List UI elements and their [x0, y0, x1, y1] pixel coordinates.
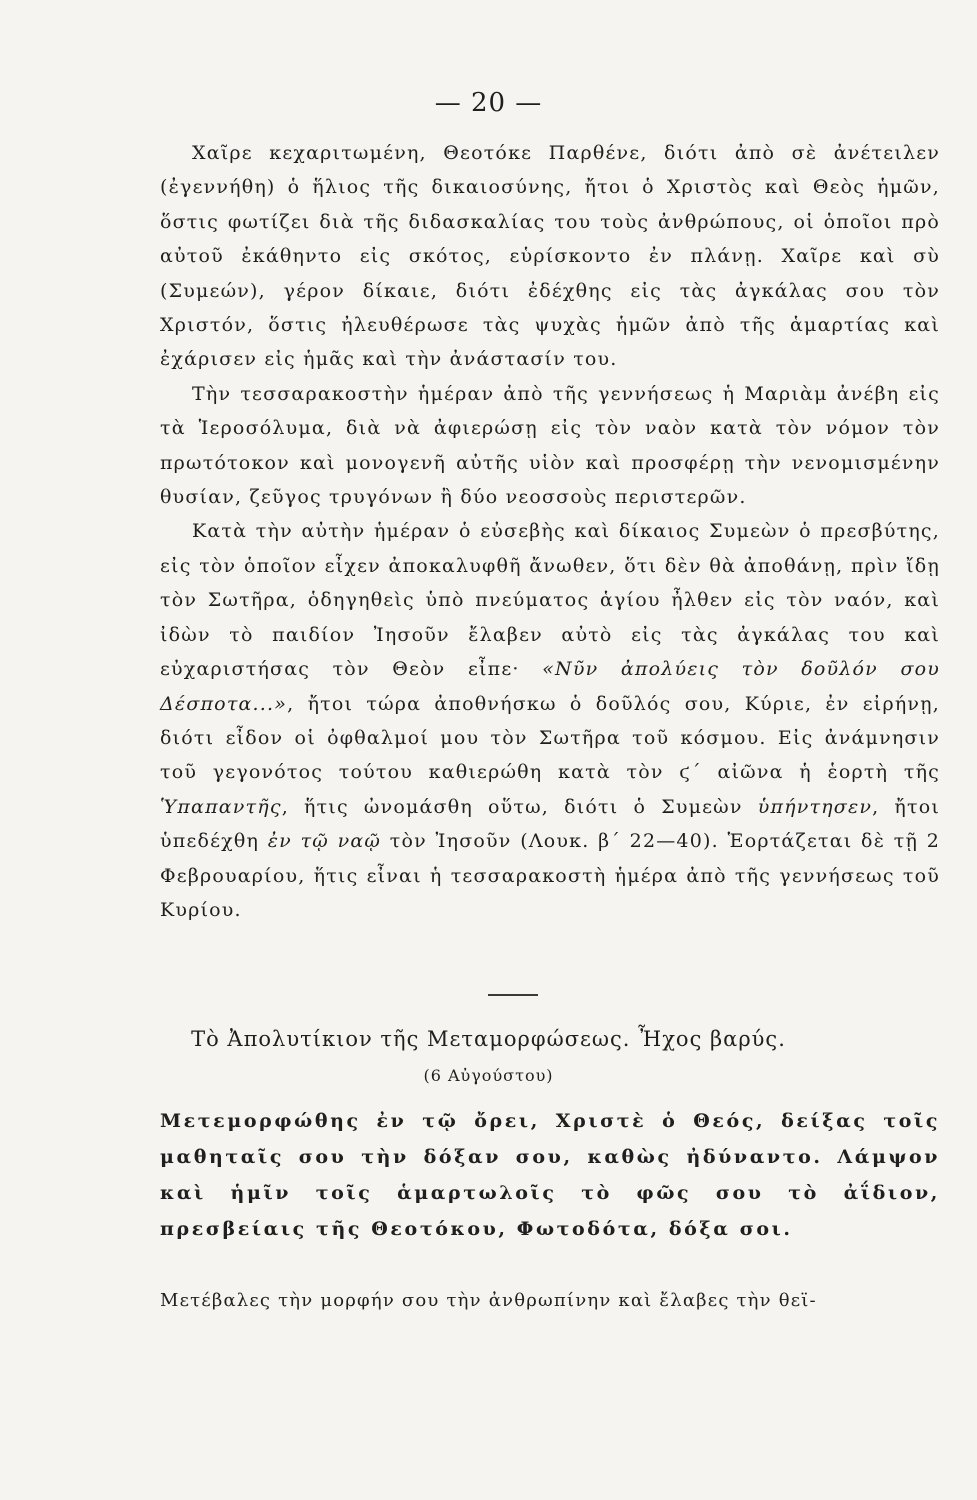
section-divider: [488, 994, 538, 996]
hymn-text: Μετεμορφώθης ἐν τῷ ὄρει, Χριστὲ ὁ Θεός, δείξας τοῖς μαθηταῖς σου τὴν δόξαν σου, καθὼς ἠδύναντο. Λάμψον καὶ ἡμῖν τοῖς ἁμαρτωλοῖς τὸ φῶς σου τὸ ἀΐδιον, πρεσβείαις τῆς Θεοτόκου, Φωτοδότα, δόξα σοι.: [160, 1110, 940, 1240]
main-text: [160, 136, 940, 927]
section-subheading: (6 Αὐγούστου): [423, 1066, 554, 1085]
feast-name: Ὑπαπαντῆς: [160, 795, 282, 818]
nunc-dimittis-quote: «Νῦν ἀπολύεις τὸν δοῦλόν σου Δέσποτα...»: [160, 658, 940, 715]
continuation-line: Μετέβαλες τὴν μορφήν σου τὴν ἀνθρωπίνην καὶ ἔλαβες τὴν θεϊ-: [160, 1290, 817, 1311]
met-word: ὑπήντησεν: [757, 795, 873, 818]
paragraph-3: [160, 514, 940, 927]
paragraph-3-text-c: , ἥτις ὠνομάσθη οὕτω, διότι ὁ Συμεὼν: [281, 795, 758, 818]
paragraph-3-text-b: , ἤτοι τώρα ἀποθνήσκω ὁ δοῦλός σου, Κύριε, ἐν εἰρήνῃ, διότι εἶδον οἱ ὀφθαλμοί μου τὸν Σωτῆρα τοῦ κόσμου. Εἰς ἀνάμνησιν τοῦ γεγονότος τούτου καθιερώθη κατὰ τὸν ϛ΄ αἰῶνα ἡ ἑορτὴ τῆς: [160, 692, 940, 784]
in-temple-phrase: ἐν τῷ ναῷ: [267, 830, 382, 853]
paragraph-2: Τὴν τεσσαρακοστὴν ἡμέραν ἀπὸ τῆς γεννήσεως ἡ Μαριὰμ ἀνέβη εἰς τὰ Ἱεροσόλυμα, διὰ νὰ ἀφιερώσῃ εἰς τὸν ναὸν κατὰ τὸν νόμον τὸν πρωτότοκον καὶ μονογενῆ αὐτῆς υἱὸν καὶ προσφέρῃ τὴν νενομισμένην θυσίαν, ζεῦγος τρυγόνων ἢ δύο νεοσσοὺς περιστερῶν.: [160, 382, 940, 509]
paragraph-3-text-e: τὸν Ἰησοῦν (Λουκ. β΄ 22—40). Ἑορτάζεται δὲ τῇ 2 Φεβρουαρίου, ἥτις εἶναι ἡ τεσσαρακοστὴ ἡμέρα ἀπὸ τῆς γεννήσεως τοῦ Κυρίου.: [160, 830, 940, 921]
paragraph-1: Χαῖρε κεχαριτωμένη, Θεοτόκε Παρθένε, διότι ἀπὸ σὲ ἀνέτειλεν (ἐγεννήθη) ὁ ἥλιος τῆς δικαιοσύνης, ἤτοι ὁ Χριστὸς καὶ Θεὸς ἡμῶν, ὅστις φωτίζει διὰ τῆς διδασκαλίας του τοὺς ἀνθρώπους, οἱ ὁποῖοι πρὸ αὐτοῦ ἐκάθηντο εἰς σκότος, εὑρίσκοντο ἐν πλάνῃ. Χαῖρε καὶ σὺ (Συμεών), γέρον δίκαιε, διότι ἐδέχθης εἰς τὰς ἀγκάλας σου τὸν Χριστόν, ὅστις ἠλευθέρωσε τὰς ψυχὰς ἡμῶν ἀπὸ τῆς ἁμαρτίας καὶ ἐχάρισεν εἰς ἡμᾶς καὶ τὴν ἀνάστασίν του.: [160, 142, 940, 371]
section-heading: Τὸ Ἀπολυτίκιον τῆς Μεταμορφώσεως. Ἦχος βαρύς.: [191, 1027, 786, 1051]
paragraph-3-text-d: , ἤτοι ὑπεδέχθη: [160, 795, 940, 853]
page-number: — 20 —: [434, 88, 543, 118]
paragraph-3-text-a: Κατὰ τὴν αὐτὴν ἡμέραν ὁ εὐσεβὴς καὶ δίκαιος Συμεὼν ὁ πρεσβύτης, εἰς τὸν ὁποῖον εἶχεν ἀποκαλυφθῆ ἄνωθεν, ὅτι δὲν θὰ ἀποθάνῃ, πρὶν ἴδῃ τὸν Σωτῆρα, ὁδηγηθεὶς ὑπὸ πνεύματος ἁγίου ἦλθεν εἰς τὸν ναόν, καὶ ἰδὼν τὸ παιδίον Ἰησοῦν ἔλαβεν αὐτὸ εἰς τὰς ἀγκάλας του καὶ εὐχαριστήσας τὸν Θεὸν εἶπε·: [160, 520, 940, 681]
